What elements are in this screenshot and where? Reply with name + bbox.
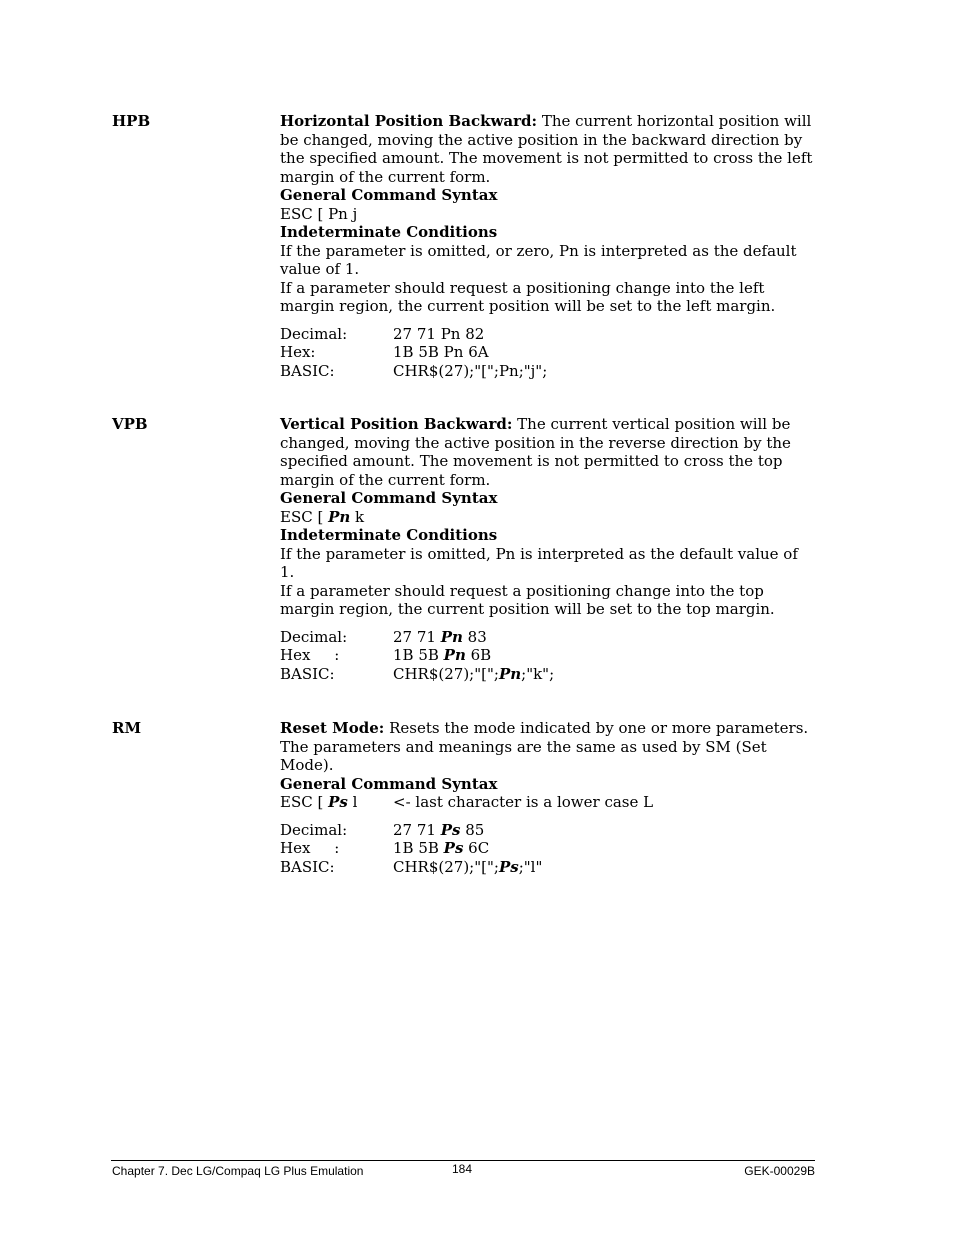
vpb-codes <box>280 628 815 684</box>
command-code-rm: RM <box>112 719 142 737</box>
vpb-condition-2: If a parameter should request a positioning change into the top margin region, the current position will be set to the top margin. <box>280 581 775 618</box>
hpb-syntax: ESC [ Pn j <box>280 204 358 223</box>
rm-description: Reset Mode: Resets the mode indicated by one or more parameters. The parameters and meanings are the same as used by SM (Set Mode). <box>280 719 809 774</box>
hpb-codes <box>280 325 815 381</box>
footer-chapter: Chapter 7. Dec LG/Compaq LG Plus Emulation <box>112 1164 364 1178</box>
rm-syntax: ESC [ Ps l <- last character is a lower case L <box>280 793 654 811</box>
hpb-description: Horizontal Position Backward: The current horizontal position will be changed, moving the active position in the backward direction by the specified amount. The movement is not permitted to cross the left margin of the current form. <box>280 112 813 186</box>
section-vpb <box>280 415 815 683</box>
hpb-condition-2: If a parameter should request a positioning change into the left margin region, the current position will be set to the left margin. <box>280 278 776 315</box>
rm-code-hex: Hex : 1B 5B Ps 6C <box>280 839 490 857</box>
hpb-condition-1: If the parameter is omitted, or zero, Pn is interpreted as the default value of 1. <box>280 241 797 278</box>
rm-syntax-note: <- last character is a lower case L <box>393 793 654 811</box>
vpb-conditions-heading: Indeterminate Conditions <box>280 526 498 544</box>
vpb-syntax: ESC [ Pn k <box>280 507 365 526</box>
vpb-description: Vertical Position Backward: The current vertical position will be changed, moving the active position in the reverse direction by the specified amount. The movement is not permitted to cross the top margin of the current form. <box>280 415 791 489</box>
vpb-title: Vertical Position Backward: <box>280 415 513 433</box>
rm-title: Reset Mode: <box>280 719 385 737</box>
vpb-code-hex: Hex : 1B 5B Pn 6B <box>280 646 492 664</box>
rm-codes <box>280 821 815 877</box>
footer-divider <box>111 1160 815 1161</box>
hpb-title: Horizontal Position Backward: <box>280 112 538 130</box>
rm-syntax-heading: General Command Syntax <box>280 774 498 793</box>
rm-code-decimal: Decimal: 27 71 Ps 85 <box>280 820 485 839</box>
hpb-code-hex: Hex: 1B 5B Pn 6A <box>280 343 489 361</box>
hpb-code-basic: BASIC: CHR$(27);"[";Pn;"j"; <box>280 361 548 380</box>
section-hpb <box>280 112 815 380</box>
hpb-code-decimal: Decimal: 27 71 Pn 82 <box>280 324 485 343</box>
footer-doc-id: GEK-00029B <box>744 1164 815 1178</box>
vpb-condition-1: If the parameter is omitted, Pn is interpreted as the default value of 1. <box>280 544 798 581</box>
vpb-code-decimal: Decimal: 27 71 Pn 83 <box>280 627 487 646</box>
command-code-vpb: VPB <box>112 415 148 433</box>
page-number: 184 <box>452 1162 473 1176</box>
command-code-hpb: HPB <box>112 112 151 130</box>
hpb-syntax-heading: General Command Syntax <box>280 186 498 204</box>
hpb-conditions-heading: Indeterminate Conditions <box>280 223 498 241</box>
vpb-syntax-heading: General Command Syntax <box>280 489 498 507</box>
vpb-code-basic: BASIC: CHR$(27);"["; Pn ;"k"; <box>280 664 555 683</box>
rm-code-basic: BASIC: CHR$(27);"["; Ps ;"l" <box>280 857 543 876</box>
section-rm <box>280 719 815 876</box>
